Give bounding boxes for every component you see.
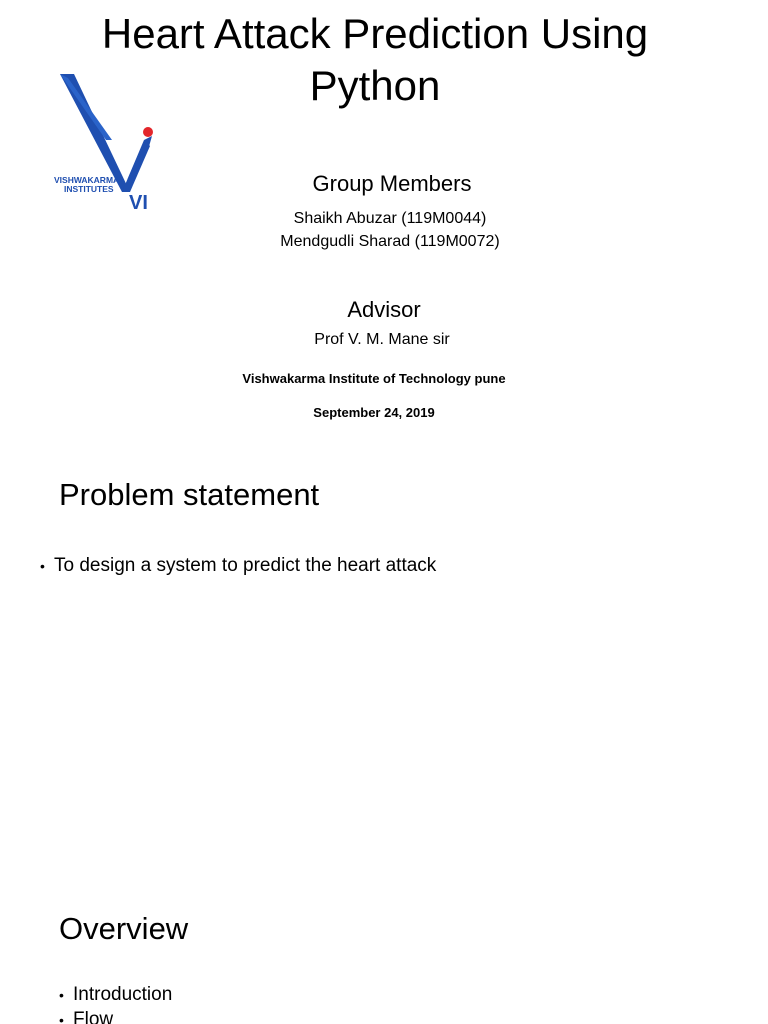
overview-bullet-list — [59, 983, 172, 1024]
advisor-heading: Advisor — [347, 297, 421, 322]
bullet-text: Introduction — [73, 984, 173, 1005]
logo-text-line-1: VISHWAKARMA — [54, 175, 120, 185]
logo-mark: VI — [129, 192, 148, 214]
problem-statement-slide — [0, 440, 768, 880]
group-members-heading: Group Members — [312, 171, 472, 196]
group-member-2: Mendgudli Sharad (119M0072) — [280, 233, 500, 250]
bullet-text: To design a system to predict the heart attack — [54, 555, 437, 576]
list-item — [59, 983, 172, 1007]
problem-bullet-list — [40, 554, 436, 578]
institute-name: Vishwakarma Institute of Technology pune — [242, 371, 506, 386]
bullet-text: Flow — [73, 1009, 114, 1024]
bullet-icon: • — [59, 987, 64, 1003]
list-item — [40, 554, 436, 578]
overview-heading: Overview — [59, 911, 189, 946]
title-line-1: Heart Attack Prediction Using — [101, 10, 649, 57]
bullet-icon: • — [59, 1012, 64, 1024]
title-slide — [0, 0, 768, 440]
group-member-1: Shaikh Abuzar (119M0044) — [293, 210, 487, 227]
presentation-date: September 24, 2019 — [313, 405, 435, 420]
overview-slide — [0, 880, 768, 1024]
vishwakarma-institutes-logo-icon — [52, 70, 162, 215]
problem-statement-heading: Problem statement — [59, 477, 320, 512]
title-line-2: Python — [309, 62, 441, 109]
list-item — [59, 1008, 172, 1024]
logo-red-dot — [143, 127, 153, 137]
advisor-name: Prof V. M. Mane sir — [314, 331, 450, 348]
logo-text-line-2: INSTITUTES — [64, 184, 114, 194]
bullet-icon: • — [40, 558, 45, 574]
